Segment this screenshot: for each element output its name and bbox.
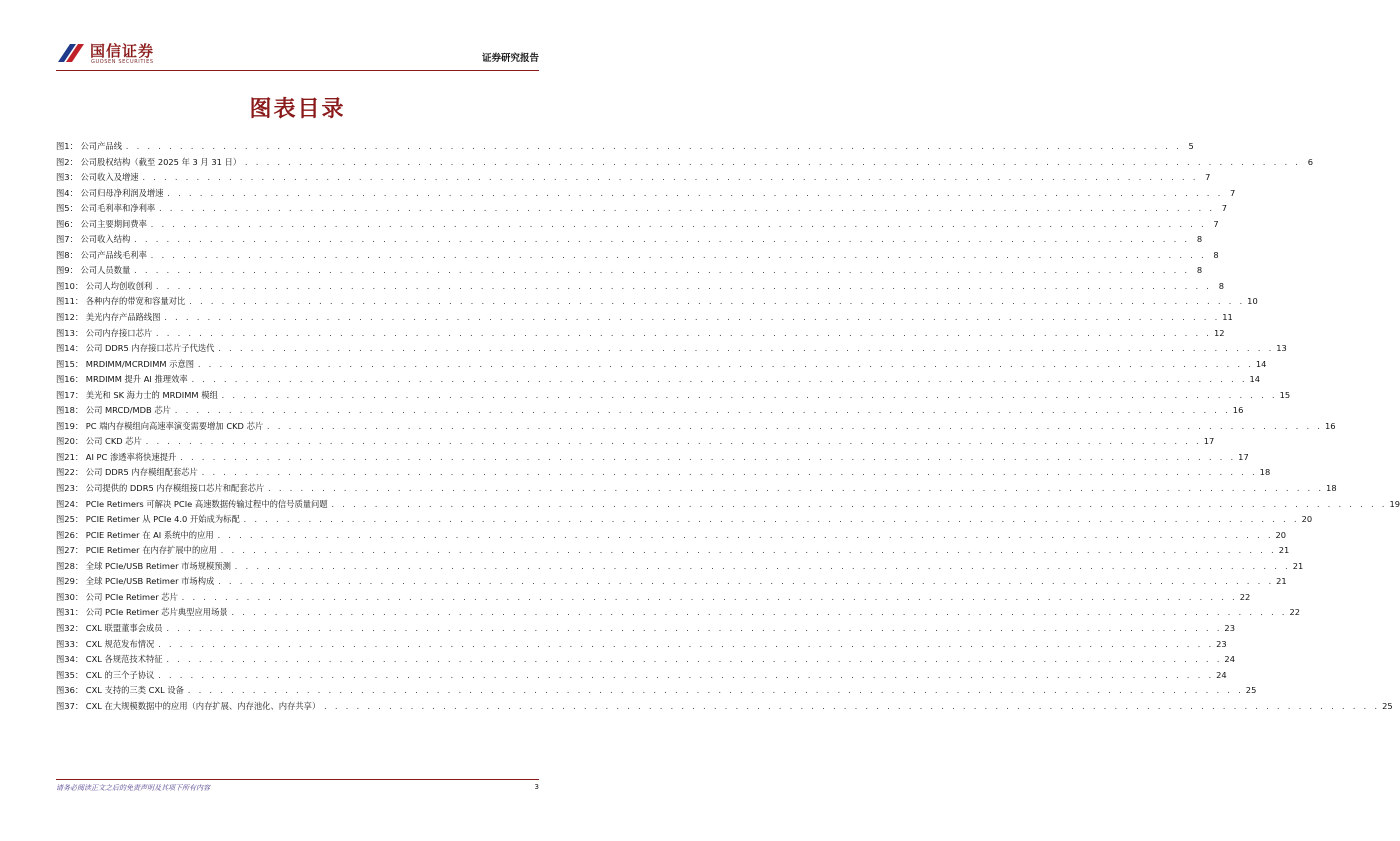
toc-entry[interactable] <box>56 450 1249 466</box>
toc-entry[interactable] <box>56 512 1313 528</box>
toc-entry-label: 图20： 公司 CKD 芯片 <box>56 436 142 447</box>
toc-leader-dots: . . . . . . . . . . . . . . . . . . . . . . . . . . . . . . . . . . . . . . . . . . . . . . . . . . . . . . . . . . . . . . . . . . . . . . . . . . . . . . . . . . . . . . . . . . . . . . . . . . <box>220 391 1277 400</box>
toc-leader-dots: . . . . . . . . . . . . . . . . . . . . . . . . . . . . . . . . . . . . . . . . . . . . . . . . . . . . . . . . . . . . . . . . . . . . . . . . . . . . . . . . . . . . . . . . . . . . . . . . . . <box>149 220 1206 229</box>
figure-toc-list <box>56 139 1400 714</box>
guosen-logo-mark-icon <box>56 40 86 66</box>
logo-text-en: GUOSEN SECURITIES <box>91 59 154 65</box>
toc-entry-page: 22 <box>1289 607 1301 618</box>
toc-entry[interactable] <box>56 559 1304 575</box>
toc-entry-label: 图7： 公司收入结构 <box>56 234 131 245</box>
toc-entry-label: 图22： 公司 DDR5 内存模组配套芯片 <box>56 467 198 478</box>
toc-leader-dots: . . . . . . . . . . . . . . . . . . . . . . . . . . . . . . . . . . . . . . . . . . . . . . . . . . . . . . . . . . . . . . . . . . . . . . . . . . . . . . . . . . . . . . . . . . . . . . . . . . <box>165 656 1222 665</box>
toc-leader-dots: . . . . . . . . . . . . . . . . . . . . . . . . . . . . . . . . . . . . . . . . . . . . . . . . . . . . . . . . . . . . . . . . . . . . . . . . . . . . . . . . . . . . . . . . . . . . . . . . . . <box>216 531 1273 540</box>
toc-entry-page: 7 <box>1230 187 1236 198</box>
toc-entry-label: 图35： CXL 的三个子协议 <box>56 669 155 680</box>
toc-leader-dots: . . . . . . . . . . . . . . . . . . . . . . . . . . . . . . . . . . . . . . . . . . . . . . . . . . . . . . . . . . . . . . . . . . . . . . . . . . . . . . . . . . . . . . . . . . . . . . . . . . <box>219 547 1276 556</box>
toc-entry-label: 图13： 公司内存接口芯片 <box>56 327 153 338</box>
toc-leader-dots: . . . . . . . . . . . . . . . . . . . . . . . . . . . . . . . . . . . . . . . . . . . . . . . . . . . . . . . . . . . . . . . . . . . . . . . . . . . . . . . . . . . . . . . . . . . . . . . . . . <box>133 267 1190 276</box>
toc-entry-page: 8 <box>1218 280 1224 291</box>
toc-entry-page: 7 <box>1221 203 1227 214</box>
toc-entry[interactable] <box>56 170 1211 186</box>
toc-entry[interactable] <box>56 621 1235 637</box>
toc-entry-label: 图12： 美光内存产品路线图 <box>56 312 161 323</box>
toc-entry-label: 图33： CXL 规范发布情况 <box>56 638 155 649</box>
toc-entry-label: 图26： PCIE Retimer 在 AI 系统中的应用 <box>56 529 214 540</box>
toc-leader-dots: . . . . . . . . . . . . . . . . . . . . . . . . . . . . . . . . . . . . . . . . . . . . . . . . . . . . . . . . . . . . . . . . . . . . . . . . . . . . . . . . . . . . . . . . . . . . . . . . . . <box>157 671 1214 680</box>
page-title: 图表目录 <box>249 97 346 122</box>
toc-entry-label: 图9： 公司人员数量 <box>56 265 131 276</box>
toc-entry-page: 8 <box>1196 265 1203 276</box>
toc-entry-label: 图14： 公司 DDR5 内存接口芯片子代迭代 <box>56 343 215 354</box>
toc-entry-label: 图34： CXL 各规范技术特征 <box>56 654 163 665</box>
toc-leader-dots: . . . . . . . . . . . . . . . . . . . . . . . . . . . . . . . . . . . . . . . . . . . . . . . . . . . . . . . . . . . . . . . . . . . . . . . . . . . . . . . . . . . . . . . . . . . . . . . . . . <box>179 453 1236 462</box>
toc-entry-label: 图37： CXL 在大规模数据中的应用（内存扩展、内存池化、内存共享） <box>56 700 321 711</box>
toc-entry-page: 8 <box>1213 249 1219 260</box>
toc-entry-page: 7 <box>1213 218 1219 229</box>
toc-entry-page: 16 <box>1324 420 1336 431</box>
toc-entry-page: 8 <box>1196 234 1203 245</box>
toc-leader-dots: . . . . . . . . . . . . . . . . . . . . . . . . . . . . . . . . . . . . . . . . . . . . . . . . . . . . . . . . . . . . . . . . . . . . . . . . . . . . . . . . . . . . . . . . . . . . . . . . . . <box>323 702 1380 711</box>
toc-entry-page: 12 <box>1213 327 1225 338</box>
toc-entry-page: 21 <box>1292 560 1304 571</box>
toc-entry-page: 17 <box>1238 451 1249 462</box>
toc-entry[interactable] <box>56 683 1257 699</box>
toc-entry[interactable] <box>56 481 1337 497</box>
toc-leader-dots: . . . . . . . . . . . . . . . . . . . . . . . . . . . . . . . . . . . . . . . . . . . . . . . . . . . . . . . . . . . . . . . . . . . . . . . . . . . . . . . . . . . . . . . . . . . . . . . . . . <box>186 687 1243 696</box>
toc-leader-dots: . . . . . . . . . . . . . . . . . . . . . . . . . . . . . . . . . . . . . . . . . . . . . . . . . . . . . . . . . . . . . . . . . . . . . . . . . . . . . . . . . . . . . . . . . . . . . . . . . . <box>197 360 1253 369</box>
toc-entry-page: 17 <box>1203 436 1215 447</box>
toc-entry-page: 25 <box>1245 685 1257 696</box>
toc-entry-page: 10 <box>1247 296 1258 307</box>
toc-entry-page: 21 <box>1278 545 1290 556</box>
toc-entry[interactable] <box>56 605 1301 621</box>
toc-entry[interactable] <box>56 543 1290 559</box>
toc-entry-label: 图19： PC 端内存模组向高速率演变需要增加 CKD 芯片 <box>56 420 264 431</box>
toc-leader-dots: . . . . . . . . . . . . . . . . . . . . . . . . . . . . . . . . . . . . . . . . . . . . . . . . . . . . . . . . . . . . . . . . . . . . . . . . . . . . . . . . . . . . . . . . . . . . . . . . . . <box>149 251 1206 260</box>
toc-leader-dots: . . . . . . . . . . . . . . . . . . . . . . . . . . . . . . . . . . . . . . . . . . . . . . . . . . . . . . . . . . . . . . . . . . . . . . . . . . . . . . . . . . . . . . . . . . . . . . . . . . <box>217 578 1274 587</box>
toc-entry-label: 图16： MRDIMM 提升 AI 推理效率 <box>56 374 188 385</box>
toc-leader-dots: . . . . . . . . . . . . . . . . . . . . . . . . . . . . . . . . . . . . . . . . . . . . . . . . . . . . . . . . . . . . . . . . . . . . . . . . . . . . . . . . . . . . . . . . . . . . . . . . . . <box>163 314 1220 323</box>
toc-leader-dots: . . . . . . . . . . . . . . . . . . . . . . . . . . . . . . . . . . . . . . . . . . . . . . . . . . . . . . . . . . . . . . . . . . . . . . . . . . . . . . . . . . . . . . . . . . . . . . . . . . <box>242 516 1299 525</box>
toc-entry-label: 图27： PCIE Retimer 在内存扩展中的应用 <box>56 545 217 556</box>
toc-entry-label: 图24： PCIe Retimers 可解决 PCIe 高速数据传输过程中的信号质量问题 <box>56 498 328 509</box>
footer-divider <box>56 779 539 780</box>
toc-entry[interactable] <box>56 201 1227 217</box>
toc-leader-dots: . . . . . . . . . . . . . . . . . . . . . . . . . . . . . . . . . . . . . . . . . . . . . . . . . . . . . . . . . . . . . . . . . . . . . . . . . . . . . . . . . . . . . . . . . . . . . . . . . . <box>133 236 1190 245</box>
toc-entry[interactable] <box>56 248 1219 264</box>
footer-disclaimer: 请务必阅读正文之后的免责声明及其项下所有内容 <box>56 784 210 792</box>
toc-leader-dots: . . . . . . . . . . . . . . . . . . . . . . . . . . . . . . . . . . . . . . . . . . . . . . . . . . . . . . . . . . . . . . . . . . . . . . . . . . . . . . . . . . . . . . . . . . . . . . . . . . <box>233 562 1290 571</box>
toc-entry-label: 图5： 公司毛利率和净利率 <box>56 203 156 214</box>
toc-entry-label: 图2： 公司股权结构（截至 2025 年 3 月 31 日） <box>56 156 242 167</box>
toc-entry-page: 25 <box>1382 700 1393 711</box>
toc-leader-dots: . . . . . . . . . . . . . . . . . . . . . . . . . . . . . . . . . . . . . . . . . . . . . . . . . . . . . . . . . . . . . . . . . . . . . . . . . . . . . . . . . . . . . . . . . . . . . . . . . . <box>125 143 1181 151</box>
toc-leader-dots: . . . . . . . . . . . . . . . . . . . . . . . . . . . . . . . . . . . . . . . . . . . . . . . . . . . . . . . . . . . . . . . . . . . . . . . . . . . . . . . . . . . . . . . . . . . . . . . . . . <box>188 298 1245 307</box>
toc-leader-dots: . . . . . . . . . . . . . . . . . . . . . . . . . . . . . . . . . . . . . . . . . . . . . . . . . . . . . . . . . . . . . . . . . . . . . . . . . . . . . . . . . . . . . . . . . . . . . . . . . . <box>158 205 1214 214</box>
toc-entry[interactable] <box>56 497 1400 513</box>
toc-entry-label: 图21： AI PC 渗透率将快速提升 <box>56 451 177 462</box>
toc-entry-page: 7 <box>1205 172 1211 183</box>
toc-entry[interactable] <box>56 217 1219 233</box>
toc-entry-label: 图8： 公司产品线毛利率 <box>56 249 147 260</box>
toc-entry-page: 24 <box>1216 669 1227 680</box>
toc-entry-label: 图17： 美光和 SK 海力士的 MRDIMM 模组 <box>56 389 218 400</box>
toc-entry[interactable] <box>56 279 1224 295</box>
toc-entry[interactable] <box>56 652 1235 668</box>
toc-leader-dots: . . . . . . . . . . . . . . . . . . . . . . . . . . . . . . . . . . . . . . . . . . . . . . . . . . . . . . . . . . . . . . . . . . . . . . . . . . . . . . . . . . . . . . . . . . . . . . . . . . <box>157 640 1214 649</box>
toc-entry[interactable] <box>56 186 1236 202</box>
toc-entry-page: 24 <box>1224 654 1235 665</box>
toc-entry[interactable] <box>56 357 1267 373</box>
toc-leader-dots: . . . . . . . . . . . . . . . . . . . . . . . . . . . . . . . . . . . . . . . . . . . . . . . . . . . . . . . . . . . . . . . . . . . . . . . . . . . . . . . . . . . . . . . . . . . . . . . . . . <box>230 609 1287 618</box>
toc-entry-label: 图36： CXL 支持的三类 CXL 设备 <box>56 685 184 696</box>
toc-entry[interactable] <box>56 434 1215 450</box>
toc-entry[interactable] <box>56 465 1271 481</box>
toc-entry-label: 图30： 公司 PCIe Retimer 芯片 <box>56 591 178 602</box>
toc-entry[interactable] <box>56 574 1287 590</box>
toc-entry-page: 13 <box>1276 343 1287 354</box>
logo-text-cn: 国信证券 <box>90 42 155 60</box>
toc-entry-label: 图10： 公司人均创收创利 <box>56 280 153 291</box>
toc-entry-page: 23 <box>1224 622 1235 633</box>
toc-entry-page: 23 <box>1216 638 1227 649</box>
toc-entry[interactable] <box>56 326 1225 342</box>
toc-entry-label: 图25： PCIE Retimer 从 PCIe 4.0 开始成为标配 <box>56 514 240 525</box>
toc-entry-label: 图23： 公司提供的 DDR5 内存模组接口芯片和配套芯片 <box>56 483 265 494</box>
toc-entry-page: 21 <box>1276 576 1287 587</box>
toc-leader-dots: . . . . . . . . . . . . . . . . . . . . . . . . . . . . . . . . . . . . . . . . . . . . . . . . . . . . . . . . . . . . . . . . . . . . . . . . . . . . . . . . . . . . . . . . . . . . . . . . . . <box>244 158 1300 167</box>
toc-entry[interactable] <box>56 388 1291 404</box>
toc-leader-dots: . . . . . . . . . . . . . . . . . . . . . . . . . . . . . . . . . . . . . . . . . . . . . . . . . . . . . . . . . . . . . . . . . . . . . . . . . . . . . . . . . . . . . . . . . . . . . . . . . . <box>217 345 1274 354</box>
toc-entry[interactable] <box>56 528 1287 544</box>
toc-entry[interactable] <box>56 232 1203 248</box>
toc-entry-page: 22 <box>1239 591 1251 602</box>
toc-entry[interactable] <box>56 139 1194 155</box>
toc-leader-dots: . . . . . . . . . . . . . . . . . . . . . . . . . . . . . . . . . . . . . . . . . . . . . . . . . . . . . . . . . . . . . . . . . . . . . . . . . . . . . . . . . . . . . . . . . . . . . . . . . . <box>155 282 1211 291</box>
toc-leader-dots: . . . . . . . . . . . . . . . . . . . . . . . . . . . . . . . . . . . . . . . . . . . . . . . . . . . . . . . . . . . . . . . . . . . . . . . . . . . . . . . . . . . . . . . . . . . . . . . . . . <box>266 422 1322 431</box>
report-type-label: 证券研究报告 <box>481 53 539 64</box>
toc-entry[interactable] <box>56 341 1287 357</box>
toc-entry-label: 图32： CXL 联盟董事会成员 <box>56 622 163 633</box>
toc-entry[interactable] <box>56 263 1203 279</box>
toc-leader-dots: . . . . . . . . . . . . . . . . . . . . . . . . . . . . . . . . . . . . . . . . . . . . . . . . . . . . . . . . . . . . . . . . . . . . . . . . . . . . . . . . . . . . . . . . . . . . . . . . . . <box>200 469 1257 478</box>
toc-entry-page: 16 <box>1232 405 1244 416</box>
toc-leader-dots: . . . . . . . . . . . . . . . . . . . . . . . . . . . . . . . . . . . . . . . . . . . . . . . . . . . . . . . . . . . . . . . . . . . . . . . . . . . . . . . . . . . . . . . . . . . . . . . . . . <box>180 593 1237 602</box>
toc-entry-label: 图31： 公司 PCIe Retimer 芯片典型应用场景 <box>56 607 228 618</box>
toc-entry-page: 5 <box>1188 141 1194 151</box>
toc-entry[interactable] <box>56 590 1251 606</box>
toc-entry-page: 19 <box>1389 498 1400 509</box>
toc-entry[interactable] <box>56 310 1233 326</box>
toc-entry-page: 20 <box>1301 514 1313 525</box>
toc-entry-page: 6 <box>1307 156 1313 167</box>
toc-entry-label: 图15： MRDIMM/MCRDIMM 示意图 <box>56 358 195 369</box>
toc-entry[interactable] <box>56 294 1258 310</box>
toc-leader-dots: . . . . . . . . . . . . . . . . . . . . . . . . . . . . . . . . . . . . . . . . . . . . . . . . . . . . . . . . . . . . . . . . . . . . . . . . . . . . . . . . . . . . . . . . . . . . . . . . . . <box>330 500 1387 509</box>
toc-entry[interactable] <box>56 668 1227 684</box>
page-header <box>56 38 539 70</box>
toc-entry-page: 14 <box>1255 358 1267 369</box>
toc-entry-label: 图28： 全球 PCIe/USB Retimer 市场规模预测 <box>56 560 231 571</box>
toc-entry-label: 图11： 各种内存的带宽和容量对比 <box>56 296 186 307</box>
toc-leader-dots: . . . . . . . . . . . . . . . . . . . . . . . . . . . . . . . . . . . . . . . . . . . . . . . . . . . . . . . . . . . . . . . . . . . . . . . . . . . . . . . . . . . . . . . . . . . . . . . . . . <box>190 376 1247 385</box>
toc-leader-dots: . . . . . . . . . . . . . . . . . . . . . . . . . . . . . . . . . . . . . . . . . . . . . . . . . . . . . . . . . . . . . . . . . . . . . . . . . . . . . . . . . . . . . . . . . . . . . . . . . . <box>144 438 1201 447</box>
toc-entry-label: 图6： 公司主要期间费率 <box>56 218 147 229</box>
footer-page-number: 3 <box>534 783 539 791</box>
toc-entry-page: 14 <box>1249 374 1261 385</box>
toc-entry[interactable] <box>56 155 1313 171</box>
toc-entry[interactable] <box>56 637 1227 653</box>
toc-entry-page: 18 <box>1326 483 1337 494</box>
toc-entry[interactable] <box>56 699 1393 715</box>
toc-entry-label: 图18： 公司 MRCD/MDB 芯片 <box>56 405 171 416</box>
toc-entry-page: 15 <box>1279 389 1291 400</box>
toc-leader-dots: . . . . . . . . . . . . . . . . . . . . . . . . . . . . . . . . . . . . . . . . . . . . . . . . . . . . . . . . . . . . . . . . . . . . . . . . . . . . . . . . . . . . . . . . . . . . . . . . . . <box>155 329 1211 338</box>
toc-leader-dots: . . . . . . . . . . . . . . . . . . . . . . . . . . . . . . . . . . . . . . . . . . . . . . . . . . . . . . . . . . . . . . . . . . . . . . . . . . . . . . . . . . . . . . . . . . . . . . . . . . <box>267 485 1324 494</box>
header-divider <box>56 70 539 71</box>
toc-leader-dots: . . . . . . . . . . . . . . . . . . . . . . . . . . . . . . . . . . . . . . . . . . . . . . . . . . . . . . . . . . . . . . . . . . . . . . . . . . . . . . . . . . . . . . . . . . . . . . . . . . <box>165 624 1222 633</box>
toc-entry-page: 11 <box>1222 312 1233 323</box>
toc-entry[interactable] <box>56 403 1244 419</box>
toc-entry-label: 图3： 公司收入及增速 <box>56 172 139 183</box>
toc-entry[interactable] <box>56 419 1336 435</box>
toc-entry-label: 图29： 全球 PCIe/USB Retimer 市场构成 <box>56 576 215 587</box>
toc-leader-dots: . . . . . . . . . . . . . . . . . . . . . . . . . . . . . . . . . . . . . . . . . . . . . . . . . . . . . . . . . . . . . . . . . . . . . . . . . . . . . . . . . . . . . . . . . . . . . . . . . . <box>173 407 1230 416</box>
toc-entry-label: 图4： 公司归母净利润及增速 <box>56 187 164 198</box>
toc-entry-page: 18 <box>1259 467 1271 478</box>
toc-entry-page: 20 <box>1275 529 1287 540</box>
toc-leader-dots: . . . . . . . . . . . . . . . . . . . . . . . . . . . . . . . . . . . . . . . . . . . . . . . . . . . . . . . . . . . . . . . . . . . . . . . . . . . . . . . . . . . . . . . . . . . . . . . . . . <box>141 174 1198 183</box>
toc-entry-label: 图1： 公司产品线 <box>56 141 122 151</box>
toc-leader-dots: . . . . . . . . . . . . . . . . . . . . . . . . . . . . . . . . . . . . . . . . . . . . . . . . . . . . . . . . . . . . . . . . . . . . . . . . . . . . . . . . . . . . . . . . . . . . . . . . . . <box>166 189 1223 198</box>
toc-entry[interactable] <box>56 372 1261 388</box>
